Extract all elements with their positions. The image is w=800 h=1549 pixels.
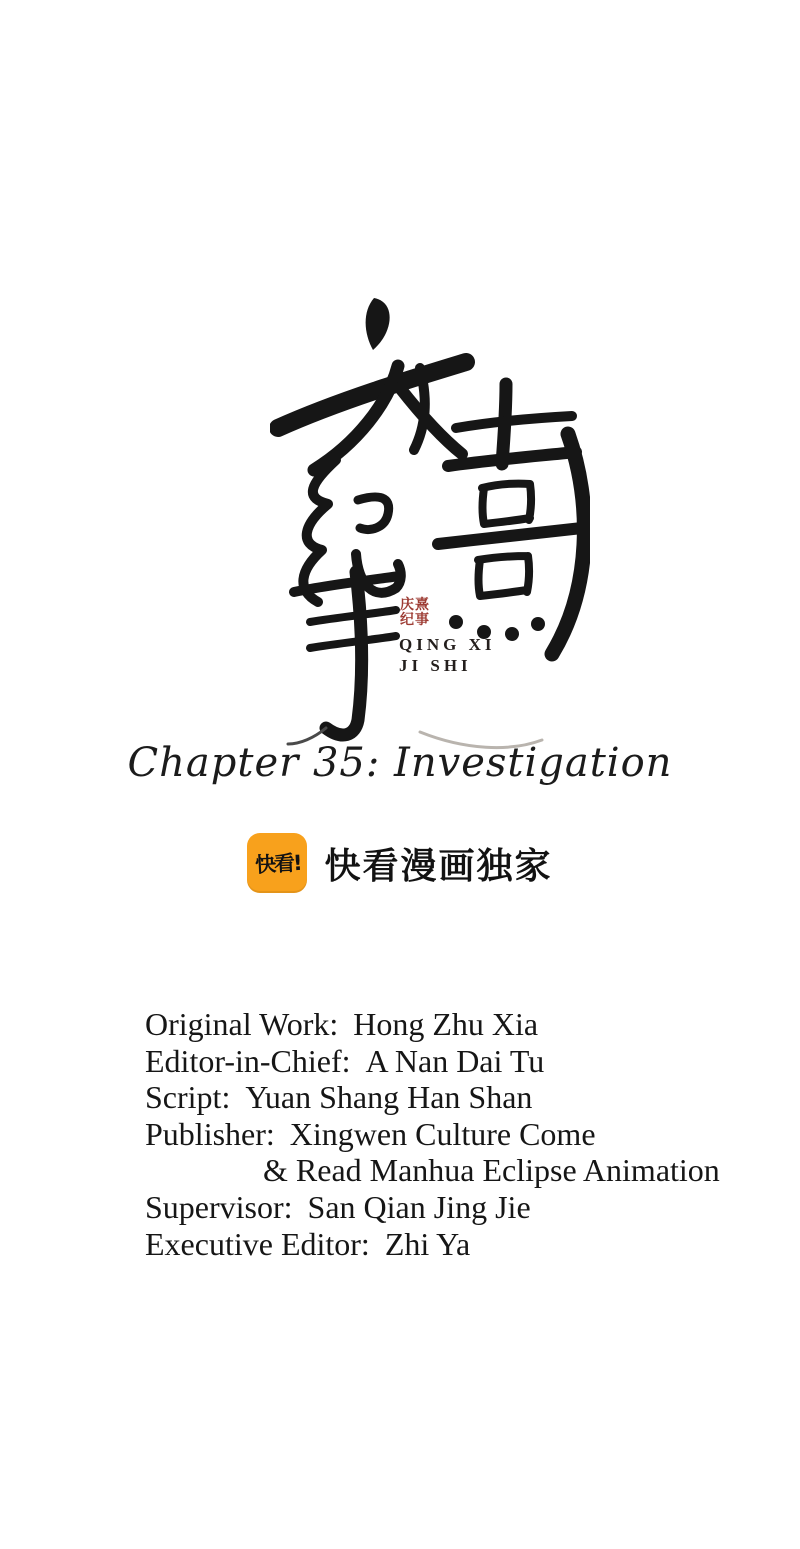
credit-person: A Nan Dai Tu xyxy=(365,1042,545,1079)
credit-person: Xingwen Culture Come xyxy=(289,1115,596,1152)
seal-text-line1: 庆熹 xyxy=(400,597,430,613)
publisher-banner xyxy=(0,832,800,894)
seal-text-line2: 纪事 xyxy=(400,612,430,628)
credit-person: Zhi Ya xyxy=(384,1225,471,1262)
publisher-exclusive-label: 快看漫画独家 xyxy=(324,845,553,887)
credit-person: Hong Zhu Xia xyxy=(353,1006,539,1042)
romanized-series-title xyxy=(399,634,495,676)
credit-line-publisher xyxy=(145,1116,765,1153)
chapter-title: Chapter 35: Investigation xyxy=(127,740,673,786)
credit-role: Original Work: xyxy=(145,1006,339,1042)
credit-line-script xyxy=(145,1079,765,1116)
credit-person: & Read Manhua Eclipse Animation xyxy=(263,1152,720,1189)
credit-role: Executive Editor: xyxy=(145,1225,370,1262)
credit-line-original-work xyxy=(145,1006,765,1043)
kuaikan-app-icon xyxy=(247,833,307,893)
credit-line-supervisor xyxy=(145,1189,765,1226)
credit-role: Publisher: xyxy=(145,1115,275,1152)
credit-role: Editor-in-Chief: xyxy=(145,1042,351,1079)
credit-line-executive-editor xyxy=(145,1226,765,1263)
credits-block xyxy=(145,1006,765,1262)
credit-role: Script: xyxy=(145,1079,231,1116)
seal-stamp xyxy=(400,598,440,628)
credit-line-editor-in-chief xyxy=(145,1043,765,1080)
credit-role: Supervisor: xyxy=(145,1188,293,1225)
kuaikan-icon-text: 快看! xyxy=(254,850,301,878)
credit-person: Yuan Shang Han Shan xyxy=(245,1079,533,1116)
credit-line-publisher-continued xyxy=(145,1152,765,1189)
calligraphy-logo xyxy=(270,292,590,752)
romanized-line1: QING XI xyxy=(399,635,496,654)
credit-person: San Qian Jing Jie xyxy=(307,1188,531,1225)
romanized-line2: JI SHI xyxy=(399,656,472,675)
